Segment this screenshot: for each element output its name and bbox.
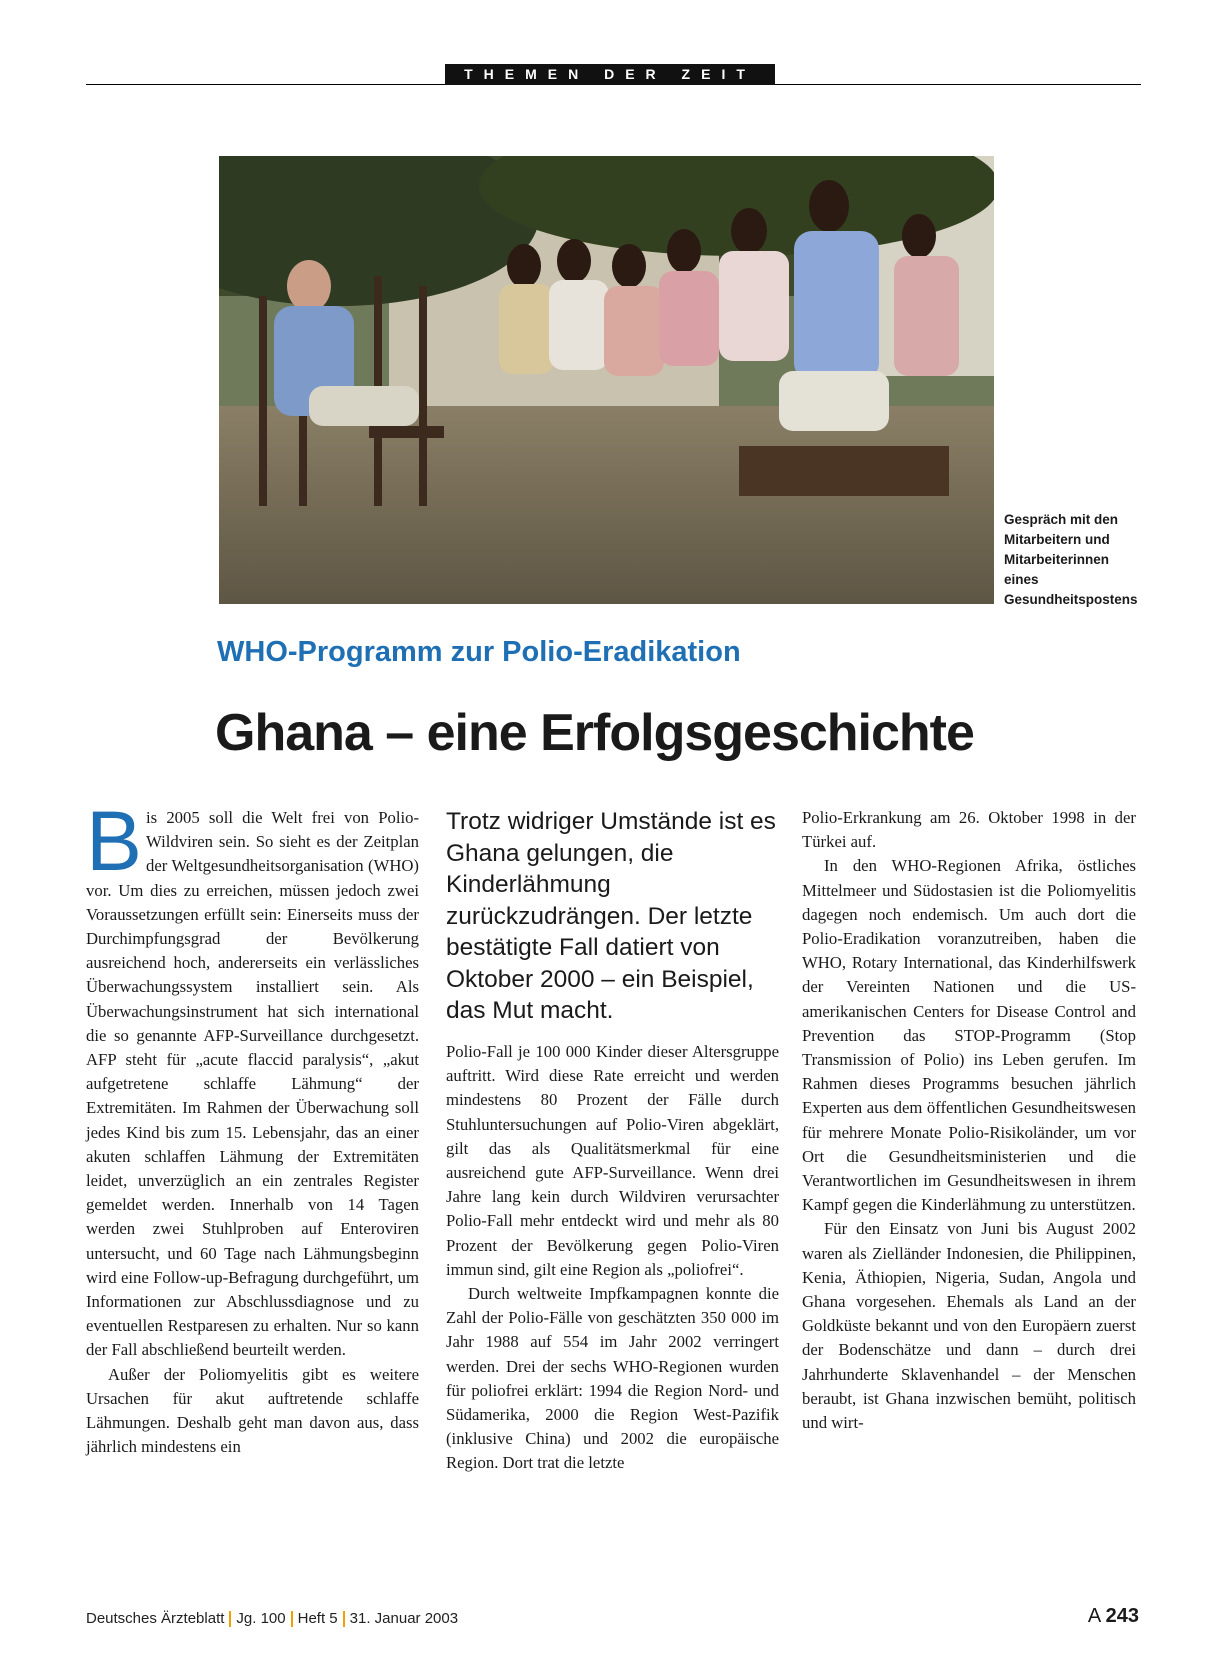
- paragraph: Außer der Poliomyelitis gibt es weitere Ursachen für akut auftretende schlaffe Lähmungen. Deshalb geht man davon aus, dass jährlich mindestens ein: [86, 1364, 419, 1457]
- footer-divider: [291, 1611, 293, 1627]
- photo-caption: Gespräch mit den Mitarbeitern und Mitarbeiterinnen eines Gesundheitspostens: [1004, 512, 1138, 607]
- article-photo: [219, 156, 994, 604]
- page-prefix: A: [1087, 1605, 1101, 1627]
- paragraph: Durch weltweite Impfkampagnen konnte die Zahl der Polio-Fälle von geschätzten 350 000 im Jahr 1988 auf 554 im Jahr 2002 verringert werden. Drei der sechs WHO-Regionen wurden für poliofrei erklärt: 1994 die Region Nord- und Südamerika, 2000 die Region West-Pazifik (inklusive China) und 2002 die europäische Region. Dort trat die letzte: [446, 1284, 779, 1473]
- journal-name: Deutsches Ärzteblatt: [86, 1610, 225, 1627]
- page-number-value: 243: [1105, 1605, 1139, 1627]
- section-label: THEMEN DER ZEIT: [445, 64, 775, 85]
- paragraph: In den WHO-Regionen Afrika, östliches Mittelmeer und Südostasien ist die Poliomyelitis dagegen noch endemisch. Um auch dort die Polio-Eradikation voranzutreiben, haben die WHO, Rotary International, das Kinderhilfswerk der Vereinten Nationen und die US-amerikanischen Centers for Disease Control and Prevention das STOP-Programm (Stop Transmission of Polio) ins Leben gerufen. Im Rahmen dieses Programms besuchen jährlich Experten aus dem öffentlichen Gesundheitswesen für mehrere Monate Polio-Risikoländer, um vor Ort die Gesundheitsministerien und die Verantwortlichen im Gesundheitswesen in ihrem Kampf gegen die Kinderlähmung zu unterstützen.: [802, 856, 1136, 1215]
- page-number: [1088, 1605, 1139, 1628]
- paragraph: Für den Einsatz von Juni bis August 2002 waren als Zielländer Indonesien, die Philippinen, Kenia, Äthiopien, Nigeria, Sudan, Angola und Ghana vorgesehen. Ehemals als Land an der Goldküste bekannt und von den Europäern zuerst der Bodenschätze und dann – durch drei Jahrhunderte Sklavenhandel – der Menschen beraubt, ist Ghana inzwischen bemüht, politisch und wirt-: [802, 1219, 1136, 1433]
- page-footer: [86, 1610, 458, 1627]
- photo-illustration: [219, 156, 994, 604]
- journal-issue: Heft 5: [297, 1610, 338, 1627]
- article-kicker: WHO-Programm zur Polio-Eradikation: [217, 636, 741, 668]
- article-teaser: Trotz widriger Umstände ist es Ghana gelungen, die Kinderlähmung zurückzudrängen. Der letzte bestätigte Fall datiert von Oktober 2000 – ein Beispiel, das Mut macht.: [446, 808, 776, 1024]
- paragraph: Polio-Fall je 100 000 Kinder dieser Altersgruppe auftritt. Wird diese Rate erreicht und werden mindestens 80 Prozent der Fälle durch Stuhluntersuchungen auf Polio-Viren abgeklärt, gilt das als Qualitätsmerkmal für eine ausreichend gute AFP-Surveillance. Wenn drei Jahre lang kein durch Wildviren verursachter Polio-Fall mehr entdeckt wird und mehr als 80 Prozent der Bevölkerung gegen Polio-Viren immun sind, gilt eine Region als „poliofrei“.: [446, 1042, 779, 1279]
- article-column-1: [86, 794, 419, 1459]
- article-column-2: [446, 1040, 779, 1476]
- footer-divider: [343, 1611, 345, 1627]
- journal-date: 31. Januar 2003: [349, 1610, 459, 1627]
- journal-volume: Jg. 100: [236, 1610, 286, 1627]
- footer-divider: [229, 1611, 231, 1627]
- article-column-3: [802, 806, 1136, 1435]
- paragraph: is 2005 soll die Welt frei von Polio-Wildviren sein. So sieht es der Zeitplan der Weltgesundheitsorganisation (WHO) vor. Um dies zu erreichen, müssen jedoch zwei Voraussetzungen erfüllt sein: Einerseits muss der Durchimpfungsgrad der Bevölkerung ausreichend hoch, andererseits ein verlässliches Überwachungssystem installiert sein. Als Überwachungsinstrument hat sich international die so genannte AFP-Surveillance durchgesetzt. AFP steht für „acute flaccid paralysis“, „akut aufgetretene schlaffe Lähmung“ der Extremitäten. Im Rahmen der Überwachung soll jedes Kind bis zum 15. Lebensjahr, das an einer akuten schlaffen Lähmung der Extremitäten leidet, unverzüglich an ein zentrales Register gemeldet werden. Innerhalb von 14 Tagen werden zwei Stuhlproben auf Enteroviren untersucht, und 60 Tage nach Lähmungsbeginn wird eine Follow-up-Befragung durchgeführt, um Informationen zur Abschlussdiagnose und zu eventuellen Restparesen zu erhalten. Nur so kann der Fall abschließend beurteilt werden.: [86, 808, 419, 1360]
- drop-cap: B: [86, 794, 143, 888]
- article-headline: Ghana – eine Erfolgsgeschichte: [215, 704, 974, 762]
- paragraph: Polio-Erkrankung am 26. Oktober 1998 in der Türkei auf.: [802, 808, 1136, 852]
